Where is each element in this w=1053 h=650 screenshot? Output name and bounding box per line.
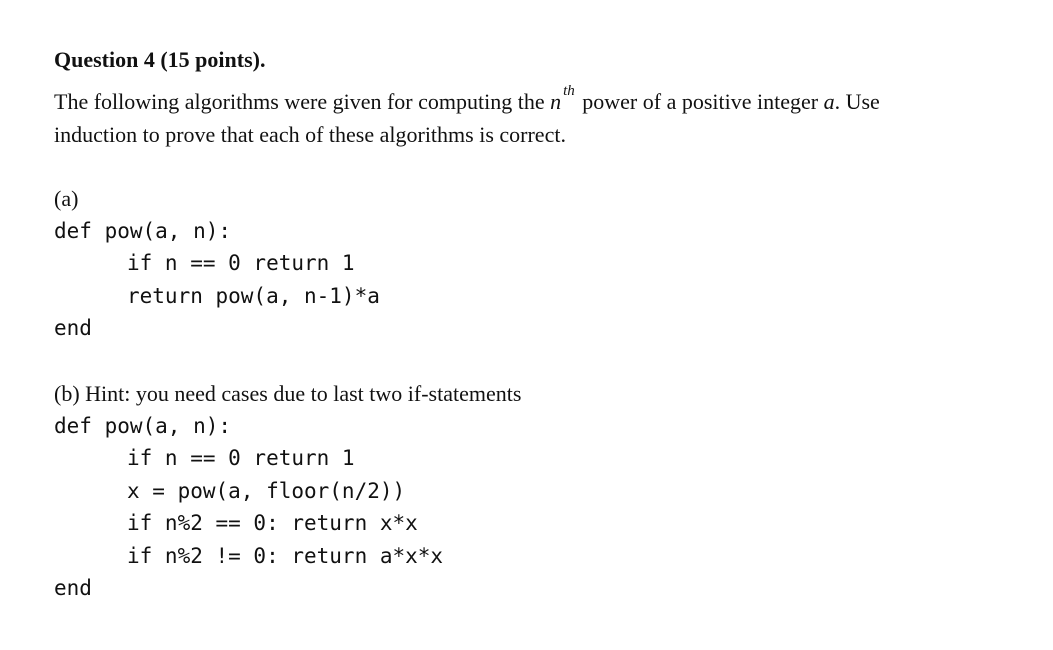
part-a-end-line: end bbox=[54, 316, 92, 340]
part-b-label: (b) Hint: you need cases due to last two if-statements bbox=[54, 381, 522, 406]
intro-variable-n: n bbox=[550, 89, 562, 114]
intro-variable-a: a bbox=[823, 89, 835, 114]
part-b-end-line: end bbox=[54, 576, 92, 600]
question-intro-line-2: induction to prove that each of these algorithms is correct. bbox=[54, 122, 566, 147]
part-b-code-line-4: if n%2 != 0: return a*x*x bbox=[127, 544, 444, 568]
part-a-code-line-2: return pow(a, n-1)*a bbox=[127, 284, 380, 308]
intro-superscript-th: th bbox=[563, 83, 575, 99]
part-b-code-line-2: x = pow(a, floor(n/2)) bbox=[127, 479, 406, 503]
part-a-def-line: def pow(a, n): bbox=[54, 219, 232, 243]
intro-prefix: The following algorithms were given for computing the bbox=[54, 89, 551, 114]
question-title: Question 4 (15 points). bbox=[54, 47, 266, 72]
part-a-code-line-1: if n == 0 return 1 bbox=[127, 251, 355, 275]
part-b-code-line-1: if n == 0 return 1 bbox=[127, 446, 355, 470]
part-a-label: (a) bbox=[54, 186, 79, 211]
intro-suffix: . Use bbox=[834, 89, 880, 114]
intro-mid: power of a positive integer bbox=[576, 89, 824, 114]
part-b-code-line-3: if n%2 == 0: return x*x bbox=[127, 511, 418, 535]
question-intro-line-1 bbox=[54, 83, 880, 121]
part-b-def-line: def pow(a, n): bbox=[54, 414, 232, 438]
